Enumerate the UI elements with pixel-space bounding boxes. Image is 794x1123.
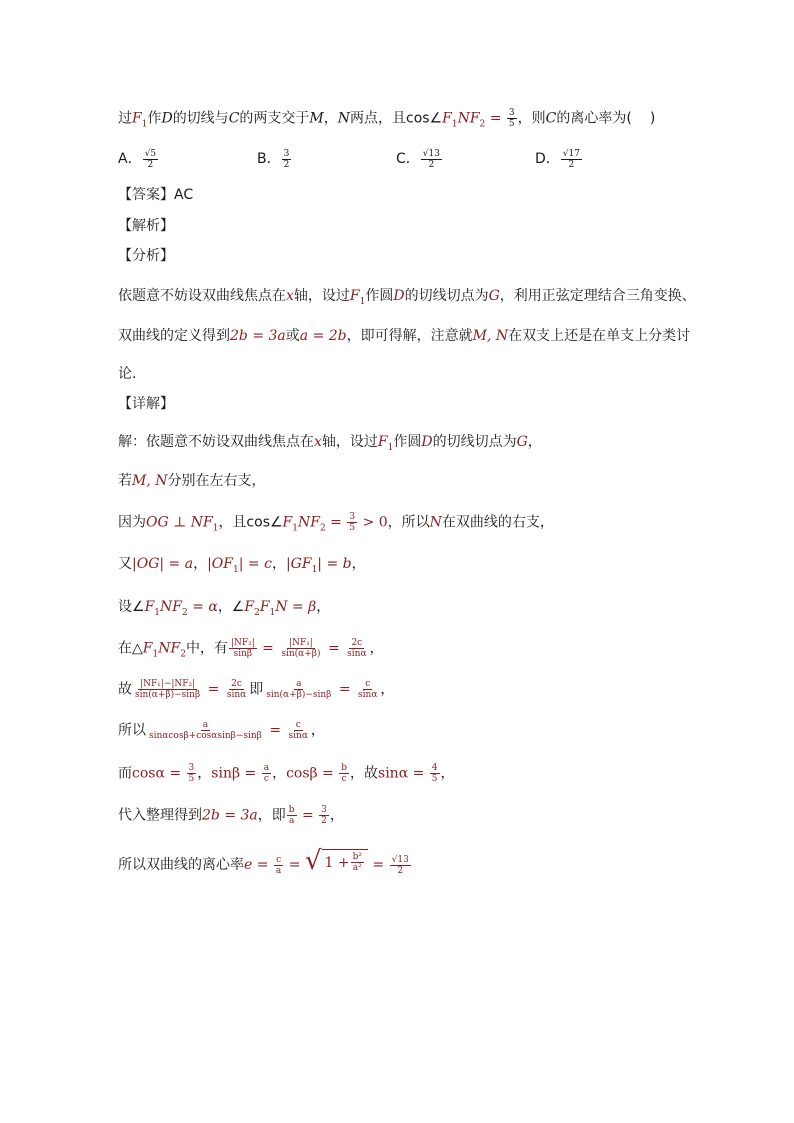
analysis-line-2 (118, 326, 690, 346)
text: 或 (285, 328, 300, 344)
text: 的切线切点为 (404, 288, 489, 304)
detail-line-9 (118, 763, 455, 784)
fraction (262, 763, 271, 784)
sub: 1 (269, 607, 276, 618)
fraction (147, 720, 264, 741)
numerator: a (202, 720, 209, 730)
text: ， (271, 556, 286, 572)
text: 在双支上还是在单支上分类讨 (508, 328, 691, 344)
denominator: 2 (283, 159, 290, 170)
option-b (257, 148, 292, 170)
denominator: 2 (568, 159, 575, 170)
denominator: sinαcosβ+cosαsinβ−sinβ (149, 731, 262, 741)
denominator: a² (352, 863, 362, 873)
text: 轴，设过 (321, 434, 378, 450)
var-N: N (160, 599, 173, 615)
numerator: b (288, 805, 295, 815)
text: 故 (118, 681, 132, 698)
equation: e = (244, 857, 273, 873)
text: 所以 (118, 722, 146, 739)
sub: 1 (387, 442, 394, 453)
detail-line-11 (118, 848, 412, 876)
detail-line-10 (118, 805, 344, 826)
fraction (274, 855, 283, 876)
text: 双曲线的定义得到 (118, 328, 230, 344)
sub: 2 (181, 607, 188, 618)
numerator: √13 (391, 854, 409, 865)
text: 若 (118, 473, 132, 489)
denominator: sin(α+β)−sinβ (266, 690, 332, 700)
equation: = α (187, 599, 218, 615)
option-fraction (421, 149, 442, 170)
answer-line (118, 185, 193, 205)
equation: |GF (285, 556, 312, 572)
denominator: 5 (349, 523, 356, 533)
numerator: c (295, 720, 301, 730)
equals: = (485, 110, 506, 127)
answer-label: 【答案】 (118, 187, 174, 203)
numerator: 2c (351, 638, 363, 648)
text: 依题意不妨设双曲线焦点在 (118, 288, 286, 304)
detail-line-3 (118, 512, 554, 538)
var-F: F (469, 110, 480, 127)
radical-sign: √ (304, 846, 322, 876)
detail-line-8 (118, 720, 325, 741)
fraction (287, 805, 297, 826)
sqrt-expression (305, 848, 368, 874)
denominator: a (288, 816, 295, 826)
numerator: 2c (231, 679, 242, 689)
var-F: F (259, 599, 270, 615)
detail-line-1 (118, 432, 542, 458)
var-F: F (349, 288, 360, 304)
text: ， (310, 722, 325, 739)
option-fraction (143, 149, 158, 170)
equation: sinβ = (211, 765, 261, 782)
var-MN: M, N (132, 473, 168, 489)
numerator: 3 (188, 763, 195, 773)
question-text: ) (649, 110, 656, 127)
fraction (507, 108, 517, 129)
sub: 1 (359, 296, 366, 307)
option-fraction (561, 149, 582, 170)
equation: |OF (207, 556, 233, 572)
denominator: sinα (226, 690, 247, 700)
option-label: A． (118, 151, 142, 167)
denominator: sinα (288, 731, 308, 741)
text: ， (440, 765, 455, 782)
question-line (118, 108, 655, 134)
var-F: F (144, 599, 155, 615)
text: 作圆 (365, 288, 394, 304)
answer-value: AC (174, 187, 194, 203)
equation: OG ⊥ NF (146, 514, 213, 531)
var-N: N (429, 514, 442, 531)
text: ， (272, 765, 287, 782)
var-N: N (158, 640, 171, 657)
var-F: F (442, 110, 452, 127)
equation: cosα = (132, 765, 186, 782)
var-D: D (161, 110, 173, 127)
detail-line-7 (118, 679, 394, 700)
numerator: |NF₂| (230, 638, 255, 648)
var-G: G (488, 288, 500, 304)
text: ，∠ (217, 599, 245, 615)
sub: 1 (154, 607, 161, 618)
option-d (535, 148, 583, 170)
text: 的切线切点为 (432, 434, 517, 450)
var-M: M (309, 110, 324, 127)
option-label: C． (396, 151, 420, 167)
var-C: C (228, 110, 240, 127)
denominator: 2 (397, 865, 404, 876)
question-text: 的两支交于 (239, 110, 310, 127)
text: 轴，设过 (293, 288, 350, 304)
equation: a = 2b (299, 328, 347, 344)
numerator: √13 (422, 148, 440, 159)
denominator: 5 (188, 774, 195, 784)
numerator: √17 (562, 148, 580, 159)
text: 代入整理得到 (118, 807, 202, 824)
var-F: F (377, 434, 388, 450)
sub: 2 (254, 607, 260, 618)
numerator: b (341, 763, 348, 773)
denominator: c (263, 774, 269, 784)
option-fraction (282, 149, 292, 170)
text: ，所以 (387, 514, 430, 531)
detail-line-6 (118, 638, 384, 664)
denominator: 2 (147, 159, 154, 170)
text: 解：依题意不妨设双曲线焦点在 (118, 434, 314, 450)
numerator: √5 (144, 148, 157, 159)
text: 因为 (118, 514, 146, 531)
var-F: F (132, 110, 142, 127)
text: ， (369, 640, 384, 657)
denominator: a (275, 865, 282, 876)
equation: | = c (238, 556, 272, 572)
var-F: F (170, 640, 181, 657)
fraction (279, 638, 322, 659)
fraction (345, 638, 368, 659)
denominator: 2 (428, 159, 435, 170)
numerator: 3 (283, 148, 290, 159)
text: ，利用正弦定理结合三角变换、 (499, 288, 696, 304)
var-C: C (545, 110, 557, 127)
var-F: F (172, 599, 182, 615)
detail-line-2 (118, 471, 266, 491)
equals: = (257, 640, 279, 657)
text: ， (351, 556, 366, 572)
option-a (118, 148, 159, 170)
sub: 1 (292, 523, 298, 534)
equals: = (323, 640, 345, 657)
denominator: 5 (431, 774, 438, 784)
text: 作圆 (393, 434, 422, 450)
denominator: sinβ (233, 649, 253, 659)
var-x: x (314, 434, 322, 450)
var-N: N (457, 110, 470, 127)
text: 而 (118, 765, 132, 782)
text: 又 (118, 556, 132, 572)
fraction (225, 679, 248, 700)
fraction (319, 805, 329, 826)
text: ，且cos∠ (218, 514, 283, 531)
numerator: |NF₁|−|NF₂| (140, 679, 196, 689)
equation: |OG| = a (132, 556, 194, 572)
sub: 2 (479, 119, 486, 130)
var-F: F (310, 514, 320, 531)
detail-line-5 (118, 597, 330, 623)
text: 所以双曲线的离心率 (118, 857, 244, 873)
text: 在双曲线的右支， (441, 514, 554, 531)
equals: = (264, 722, 286, 739)
numerator: c (276, 854, 282, 865)
numerator: 3 (508, 108, 515, 118)
denominator: sinα (347, 649, 367, 659)
text: 分别在左右支， (167, 473, 266, 489)
fraction (347, 512, 357, 533)
text: 中，有 (185, 640, 228, 657)
fraction (390, 855, 411, 876)
text: ，故 (350, 765, 379, 782)
denominator: sinα (358, 690, 378, 700)
fraction (351, 852, 364, 873)
text: ， (527, 434, 542, 450)
text: ， (197, 765, 212, 782)
numerator: c (365, 679, 371, 689)
section-fenxi: 【分析】 (118, 248, 174, 264)
denominator: 5 (508, 119, 515, 129)
var-N: N (275, 599, 288, 615)
denominator: c (341, 774, 347, 784)
var-D: D (393, 288, 405, 304)
numerator: |NF₁| (289, 638, 313, 648)
equals: = (367, 857, 389, 873)
equals: = (297, 807, 319, 824)
sub: 1 (141, 119, 148, 130)
text: ，即可得解，注意就 (346, 328, 473, 344)
text: ， (193, 556, 208, 572)
text: 设∠ (118, 599, 145, 615)
denominator: sin(α+β) (281, 649, 321, 659)
text: 即 (249, 681, 264, 698)
question-text: 两点，且cos∠ (350, 110, 443, 127)
section-jiexi: 【解析】 (118, 218, 174, 234)
fraction (356, 679, 379, 700)
fraction (133, 679, 202, 700)
analysis-line-1 (118, 286, 696, 312)
var-F: F (282, 514, 293, 531)
question-text: 的切线与 (172, 110, 229, 127)
inequality: > 0 (358, 514, 388, 531)
sub: 1 (212, 523, 219, 534)
fraction (287, 720, 310, 741)
text: 在△ (118, 640, 143, 657)
numerator: 3 (321, 805, 327, 815)
var-x: x (286, 288, 294, 304)
equation: cosβ = (286, 765, 339, 782)
question-text: ， (323, 110, 338, 127)
numerator: 4 (431, 763, 438, 773)
sub: 1 (311, 564, 318, 575)
var-N: N (298, 514, 311, 531)
detail-line-4 (118, 554, 366, 580)
fraction (430, 763, 440, 784)
sub: 1 (152, 649, 159, 660)
question-text: ，则 (517, 110, 546, 127)
equation: 2b = 3a (230, 328, 286, 344)
text: 1 + (324, 854, 350, 871)
sub: 1 (233, 564, 239, 575)
question-text: 作 (147, 110, 162, 127)
equals: = (334, 681, 356, 698)
text: ， (316, 599, 331, 615)
var-N: N (337, 110, 350, 127)
equation: = β (287, 599, 317, 615)
section-detail: 【详解】 (118, 396, 174, 412)
fraction (339, 763, 349, 784)
equals: = (203, 681, 224, 698)
sub: 2 (180, 649, 186, 660)
numerator: a (263, 763, 270, 773)
equation: 2b = 3a (202, 807, 258, 824)
sub: 1 (451, 119, 458, 130)
question-text: 的离心率为( (556, 110, 632, 127)
fraction (187, 763, 197, 784)
var-G: G (516, 434, 528, 450)
denominator: 2 (321, 816, 327, 826)
var-F: F (244, 599, 255, 615)
analysis-line-3: 论. (118, 366, 137, 382)
question-text: 过 (118, 110, 132, 127)
option-label: D． (535, 151, 560, 167)
text: ， (380, 681, 395, 698)
equation: | = b (317, 556, 352, 572)
equals: = (284, 857, 305, 873)
numerator: b² (352, 852, 362, 862)
fraction (264, 679, 333, 700)
equation: sinα = (378, 765, 429, 782)
numerator: a (296, 679, 302, 689)
denominator: sin(α+β)−sinβ (135, 690, 201, 700)
radicand (322, 849, 368, 873)
option-c (396, 148, 443, 170)
text: ， (329, 807, 344, 824)
numerator: 3 (349, 512, 356, 522)
sub: 2 (319, 523, 326, 534)
var-F: F (142, 640, 153, 657)
var-D: D (421, 434, 433, 450)
option-label: B． (257, 151, 281, 167)
equals: = (325, 514, 347, 531)
text: ，即 (257, 807, 286, 824)
fraction (229, 638, 257, 659)
var-MN: M, N (472, 328, 509, 344)
